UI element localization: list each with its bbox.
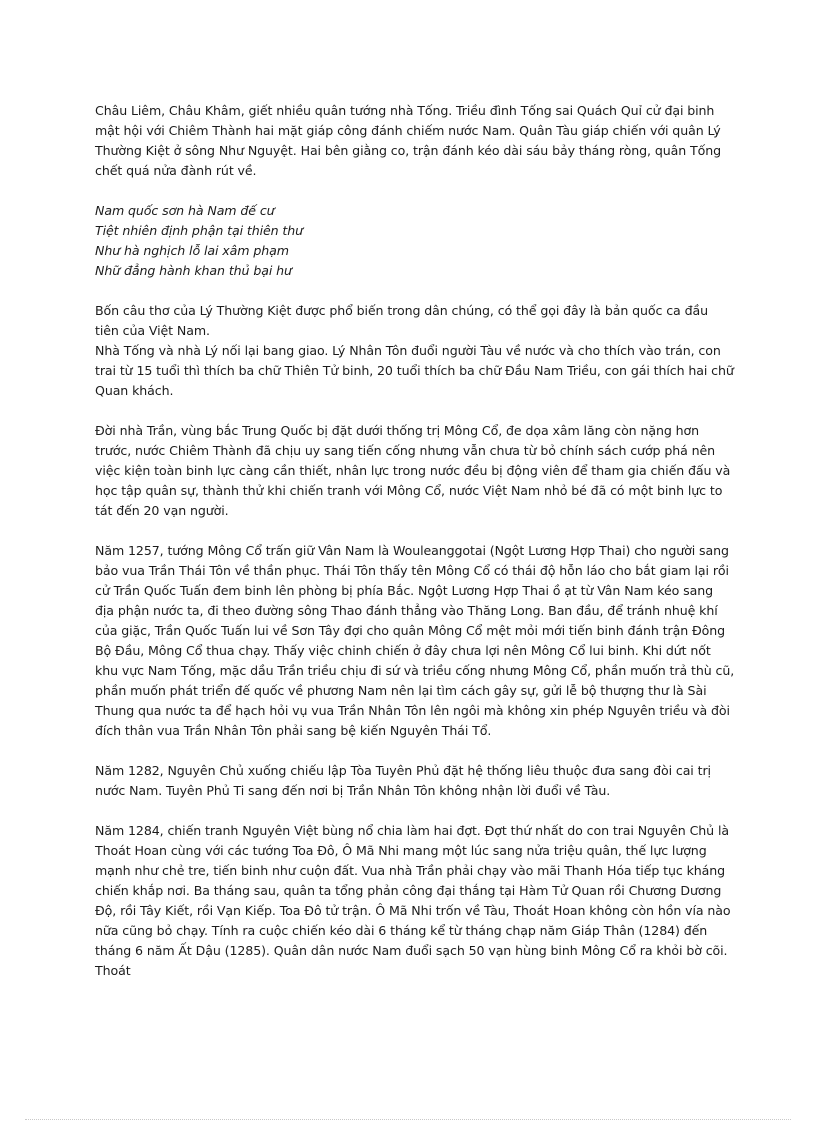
document-body: [95, 101, 735, 1001]
page-bottom-divider: [25, 1119, 791, 1120]
paragraph-tong-invasion: Châu Liêm, Châu Khâm, giết nhiều quân tướng nhà Tống. Triều đình Tống sai Quách Quỉ cử đại binh mật hội với Chiêm Thành hai mặt giáp công đánh chiếm nước Nam. Quân Tàu giáp chiến với quân Lý Thường Kiệt ở sông Như Nguyệt. Hai bên giằng co, trận đánh kéo dài sáu bảy tháng ròng, quân Tống chết quá nửa đành rút về.: [95, 103, 722, 178]
paragraph-year-1282: Năm 1282, Nguyên Chủ xuống chiếu lập Tòa Tuyên Phủ đặt hệ thống liêu thuộc đưa sang đòi cai trị nước Nam. Tuyên Phủ Ti sang đến nơi bị Trần Nhân Tôn không nhận lời đuổi về Tàu.: [95, 763, 711, 798]
paragraph-tran-dynasty: Đời nhà Trần, vùng bắc Trung Quốc bị đặt dưới thống trị Mông Cổ, đe dọa xâm lăng còn nặng hơn trước, nước Chiêm Thành đã chịu uy sang tiến cống nhưng vẫn chưa từ bỏ chính sách cướp phá nên việc kiện toàn binh lực càng cần thiết, nhân lực trong nước đều bị động viên để tham gia chiến đấu và học tập quân sự, thành thử khi chiến tranh với Mông Cổ, nước Việt Nam nhỏ bé đã có một binh lực to tát đến 20 vạn người.: [95, 423, 731, 518]
poem-nam-quoc-son-ha: [95, 201, 735, 281]
paragraph-year-1284: Năm 1284, chiến tranh Nguyên Việt bùng nổ chia làm hai đợt. Đợt thứ nhất do con trai Nguyên Chủ là Thoát Hoan cùng với các tướng Toa Đô, Ô Mã Nhi mang một lúc sang nửa triệu quân, thế lực lượng mạnh như chẻ tre, tiến binh như cuộn đất. Vua nhà Trần phải chạy vào mãi Thanh Hóa tiếp tục kháng chiến khắp nơi. Ba tháng sau, quân ta tổng phản công đại thắng tại Hàm Tử Quan rồi Chương Dương Độ, rồi Tây Kiết, rồi Vạn Kiếp. Toa Đô tử trận. Ô Mã Nhi trốn về Tàu, Thoát Hoan không còn hồn vía nào nữa cũng bỏ chạy. Tính ra cuộc chiến kéo dài 6 tháng kể từ tháng chạp năm Giáp Thân (1284) đến tháng 6 năm Ất Dậu (1285). Quân dân nước Nam đuổi sạch 50 vạn hùng binh Mông Cổ ra khỏi bờ cõi. Thoát: [95, 823, 731, 978]
poem-line: Nhữ đẳng hành khan thủ bại hư: [95, 263, 292, 278]
paragraph-national-anthem: Bốn câu thơ của Lý Thường Kiệt được phổ biến trong dân chúng, có thể gọi đây là bản quốc ca đầu tiên của Việt Nam.: [95, 303, 708, 338]
poem-line: Như hà nghịch lỗ lai xâm phạm: [95, 243, 289, 258]
poem-line: Nam quốc sơn hà Nam đế cư: [95, 203, 275, 218]
paragraph-year-1257: Năm 1257, tướng Mông Cổ trấn giữ Vân Nam là Wouleanggotai (Ngột Lương Hợp Thai) cho người sang bảo vua Trần Thái Tôn về thần phục. Thái Tôn thấy tên Mông Cổ có thái độ hỗn láo cho bắt giam lại rồi cử Trần Quốc Tuấn đem binh lên phòng bị phía Bắc. Ngột Lương Hợp Thai ồ ạt từ Vân Nam kéo sang địa phận nước ta, đi theo đường sông Thao đánh thẳng vào Thăng Long. Ban đầu, để tránh nhuệ khí của giặc, Trần Quốc Tuấn lui về Sơn Tây đợi cho quân Mông Cổ mệt mỏi mới tiến binh đánh trận Đông Bộ Đầu, Mông Cổ thua chạy. Thấy việc chinh chiến ở đây chưa lợi nên Mông Cổ lui binh. Khi dứt nốt khu vực Nam Tống, mặc dầu Trần triều chịu đi sứ và triều cống nhưng Mông Cổ, phần muốn trả thù cũ, phần muốn phát triển đế quốc về phương Nam nên lại tìm cách gây sự, gửi lễ bộ thượng thư là Sài Thung qua nước ta để hạch hỏi vụ vua Trần Nhân Tôn lên ngôi mà không xin phép Nguyên triều và đòi đích thân vua Trần Nhân Tôn phải sang bệ kiến Nguyên Thái Tổ.: [95, 543, 735, 738]
paragraph-ly-tong-relations: Nhà Tống và nhà Lý nối lại bang giao. Lý Nhân Tôn đuổi người Tàu về nước và cho thích vào trán, con trai từ 15 tuổi thì thích ba chữ Thiên Tử binh, 20 tuổi thích ba chữ Đầu Nam Triều, con gái thích hai chữ Quan khách.: [95, 343, 734, 398]
poem-line: Tiệt nhiên định phận tại thiên thư: [95, 223, 304, 238]
